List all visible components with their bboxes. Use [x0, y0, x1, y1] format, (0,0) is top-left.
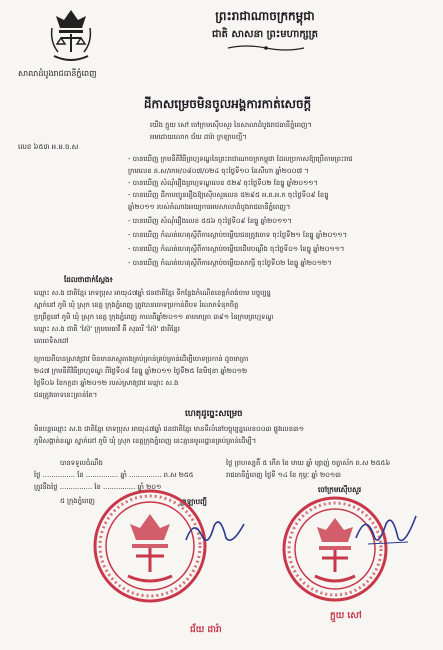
decision-line: មិនបន្តឈ្មោះ ស.ង ជាតិខ្មែរ ភេទប្រុស អាយុ៤៧ឆ្នាំ ជនជាតិខ្មែរ មានទីលំនៅបច្ចុប្បន្នលេខ០០៣ ផ្លូវលេខ៣១ [34, 425, 305, 433]
kingdom-heading: ព្រះរាជាណាចក្រកម្ពុជា [215, 9, 315, 23]
motto-heading: ជាតិ សាសនា ព្រះមហាក្សត្រ [212, 29, 318, 40]
facts-line: ឈ្មោះ ស.ង ជាតិ 'ស៊ៃ' ក្រុមមេធាវី គឺ សុធារី 'ស៊ៃ' ជាតិខ្មែរ [34, 325, 180, 333]
judge-name: ក្អួយ សៅ [330, 611, 362, 621]
judge-signature-icon [348, 508, 422, 552]
reasoning-line: ថ្ងៃទី០៦ ខែកក្កដា ឆ្នាំ២០១២ របស់ស្រាវជ្រាវ ឈ្មោះ ស.ង [34, 379, 179, 387]
receipt-left-line: បានទទួលដំណឹង [60, 459, 103, 467]
reasoning-line: ២៤៧ ក្រមនីតិវិធីព្រហ្មទណ្ឌ ពីថ្ងៃទី០៨ ខែធ្នូ ឆ្នាំ២០១១ ថ្ងៃទី២៥ ខែមិថុនា ឆ្នាំ២០១២ [34, 367, 248, 375]
case-line: អមដោយលោក ជ័យ ដារ៉ា ក្រឡាបញ្ជី។ [150, 133, 247, 141]
consideration-line: - បានឃើញ សំណុំរឿងលេខ ៥៥៦ ចុះថ្ងៃទី០៩ ខែធ្នូ ឆ្នាំ២០១១។ [128, 217, 292, 225]
clerk-title: ក្រឡាបញ្ជី [180, 497, 207, 506]
court-emblem-icon [48, 8, 94, 62]
facts-heading: ដែលថាជាក់ស្ដែង៖ [64, 275, 113, 284]
consideration-line: - បានឃើញ កំណត់ហេតុស្ដីពីការស្ដាប់ចម្លើយជនត្រូវចោទ ចុះថ្ងៃទី២១ ខែធ្នូ ឆ្នាំ២០១១។ [128, 231, 348, 239]
case-number: លេខ ៦៥៣ អ.ម.ច.ស [18, 143, 79, 151]
consideration-line: - បានឃើញ សំណុំរឿងព្រហ្មទណ្ឌលេខ ៥២៩ ចុះថ្ងៃទី០២ ខែធ្នូ ឆ្នាំ២០១១។ [128, 179, 318, 187]
facts-line: ស្នាក់នៅ ភូមិ ឃុំ ស្រុក ខេត្ត ក្រុងភ្នំពេញ ត្រូវបានចោទប្រកាន់ពីបទ រំលោភទំនុកចិត្ត [34, 301, 239, 309]
consideration-line: - បានឃើញ ក្រមនីតិវិធីព្រហ្មទណ្ឌនៃព្រះរាជាណាចក្រកម្ពុជា ដែលប្រកាសឱ្យប្រើតាមព្រះរាជ [128, 155, 353, 163]
clerk-signature-icon [180, 512, 250, 552]
reasoning-line: ជនត្រូវចោទនេះគ្រាន់តែ។ [34, 391, 98, 399]
receipt-left-line: ត្រូវនឹងថ្ងៃ ............... ខែ ............... ឆ្នាំ ២០១ [34, 483, 162, 491]
receipt-left-line: ៥ ក្រុងភ្នំពេញ [60, 497, 95, 505]
judge-title: ចៅក្រមស៊ើបសួរ [318, 485, 362, 494]
clerk-name: ជ័យ ដារ៉ា [190, 625, 222, 635]
facts-line: គោរពទិសដៅ [34, 337, 69, 345]
judge-line: យើង ក្អួយ សៅ ចៅក្រមស៊ើបសួរ នៃសាលាដំបូងរាជធានីភ្នំពេញ។ [150, 121, 312, 129]
decision-line: ភូមិសង្កាត់ខណ្ឌ ស្នាក់នៅ ភូមិ ឃុំ ស្រុក ខេត្តក្រុងភ្នំពេញ នេះគ្មានមូលដ្ឋានគ្រប់គ្រាន់ដើម្បី។ [34, 437, 257, 445]
receipt-right-line: រាជធានីភ្នំពេញ ថ្ងៃទី ១៤ ខែ កុម្ភៈ ឆ្នាំ ២០១៣ [226, 471, 341, 479]
facts-line: ឈ្មោះ ស.ង ជាតិខ្មែរ ភេទប្រុស អាយុ៤៧ឆ្នាំ ជនជាតិខ្មែរ ទីកន្លែងកំណើតខេត្តកំពង់ចាម បច្ចុប្បន្ន [34, 289, 271, 297]
receipt-right-line: ថ្ងៃ ព្រហស្បតិ៍ ៥ កើត ខែ មាឃ ឆ្នាំ ម្សាញ់ ចត្វាស័ក ព.ស ២៥៥៦ [226, 459, 391, 467]
court-name: សាលាដំបូងរាជធានីភ្នំពេញ [18, 69, 97, 78]
consideration-line: - បានឃើញ កំណត់ហេតុស្ដីពីការស្ដាប់ចម្លើយដើមបណ្ដឹង ចុះថ្ងៃទី០១ ខែធ្នូ ឆ្នាំ២០១១។ [128, 245, 345, 253]
consideration-line: - បានឃើញ កំណត់ហេតុស្ដីពីការស្ដាប់ចម្លើយសាក្សី ចុះថ្ងៃទី០២ ខែធ្នូ ឆ្នាំ២០១២។ [128, 259, 332, 267]
consideration-line: - បានឃើញ ដីកាបញ្ជូនរឿងឱ្យស៊ើបសួរលេខ ៥២៩៥ អ.ព.អ.ក ចុះថ្ងៃទី០៩ ខែធ្នូ [128, 191, 329, 199]
facts-line: ប្រព្រឹត្តនៅ ភូមិ ឃុំ ស្រុក ខេត្ត ក្រុងភ្នំពេញ កាលពីឆ្នាំ២០១១ តាមមាត្រា ៣៩១ នៃក្រមព្រហ្មទណ្ឌ [34, 313, 274, 321]
document-title: ដីកាសម្រេចមិនចូលអង្គការកាត់សេចក្ដី [143, 97, 312, 111]
reasoning-line: ក្រោយពីបានស្រាវជ្រាវ មិនមានភស្តុតាងគ្រប់គ្រាន់គ្រប់គ្រាន់ដើម្បីចោទប្រកាន់ ដូចមាត្រា [34, 355, 249, 363]
reasons-heading: ហេតុដូច្នេះសម្រេច [185, 409, 243, 419]
consideration-line: ឆ្នាំ២០១១ របស់តំណាងអយ្យការអមសាលាដំបូងរាជធានីភ្នំពេញ។ [128, 203, 291, 211]
ornament-divider-icon [226, 44, 306, 52]
consideration-line: ក្រមលេខ ន.ស/រកម/០៨០៧/០២៤ ចុះថ្ងៃទី១០ ខែសីហា ឆ្នាំ២០០៧ ។ [128, 167, 309, 175]
receipt-left-line: ថ្ងៃ ............... ខែ ............... ឆ្នាំ ............... ព.ស ២៥៥ [34, 471, 194, 479]
